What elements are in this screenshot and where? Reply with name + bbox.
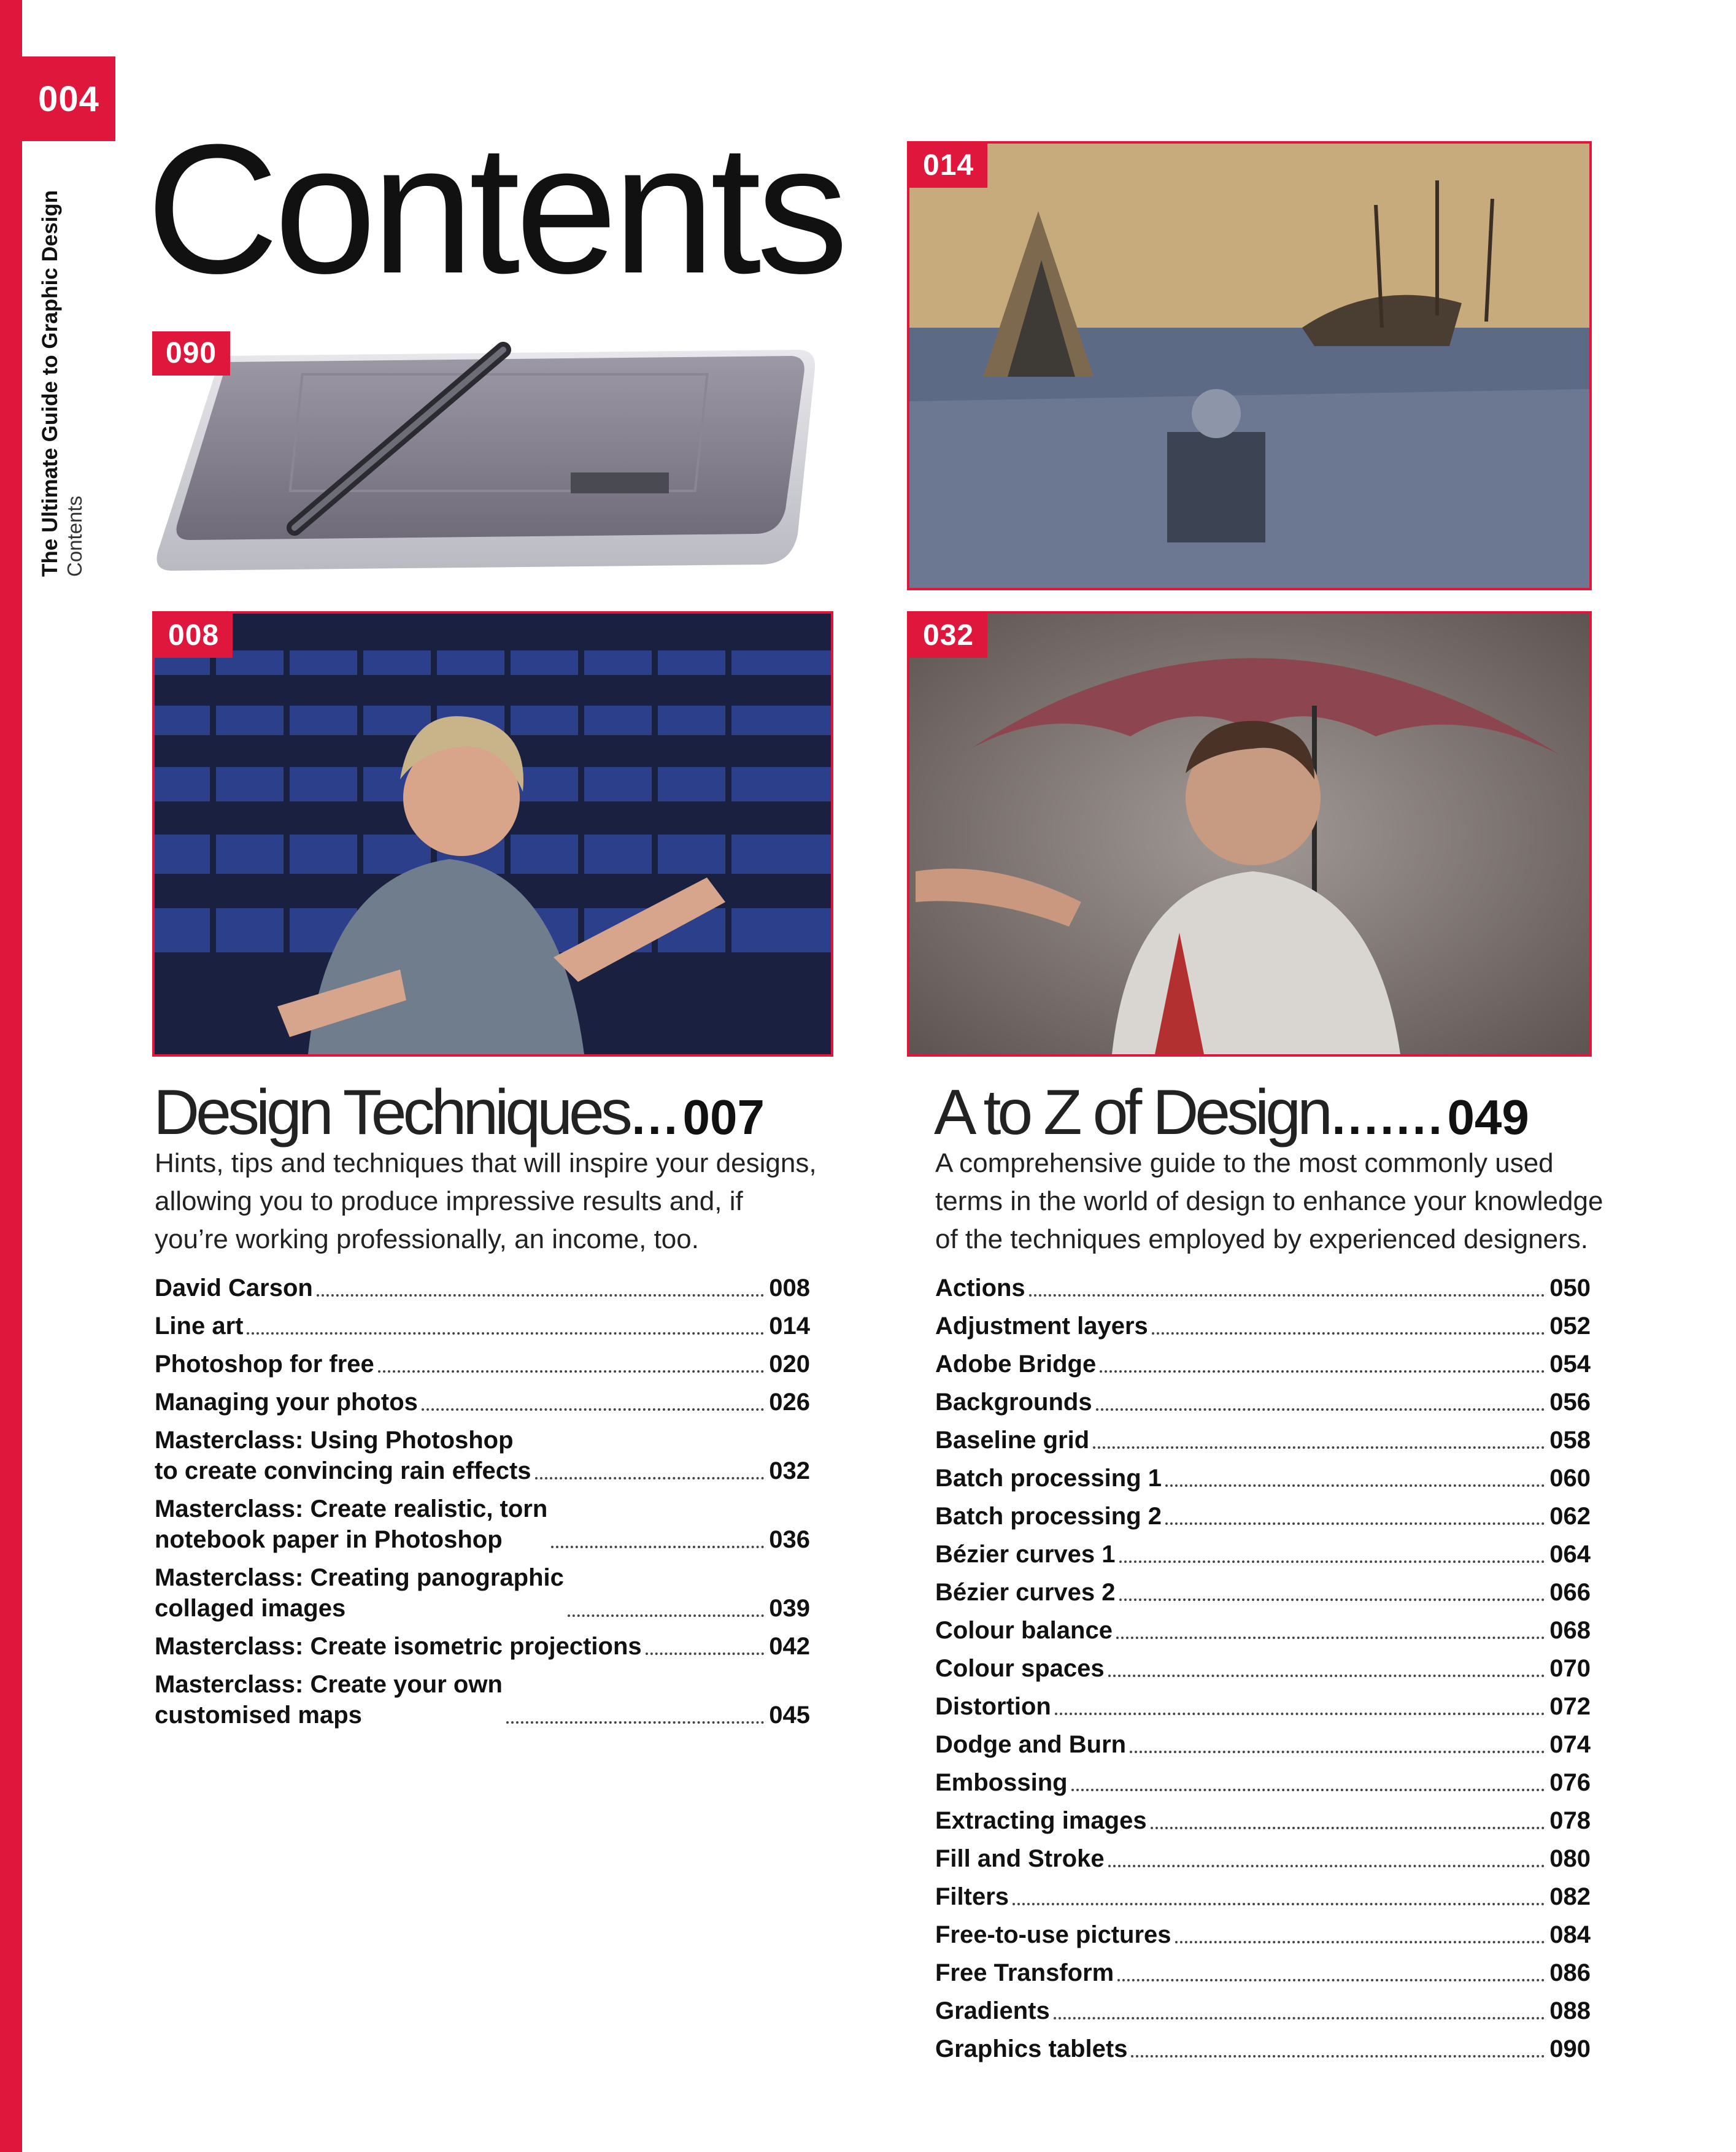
a-to-z-page: 049 bbox=[1447, 1090, 1529, 1144]
toc-entry bbox=[935, 1311, 1591, 1341]
toc-entry-label: Fill and Stroke bbox=[935, 1845, 1105, 1872]
auditorium-illustration bbox=[155, 614, 831, 1054]
david-carson-image bbox=[152, 611, 833, 1057]
image-tag-032: 032 bbox=[909, 614, 987, 658]
toc-entry-label: Gradients bbox=[935, 1997, 1050, 2024]
toc-entry-label: Colour balance bbox=[935, 1617, 1113, 1644]
toc-entry bbox=[935, 1539, 1591, 1570]
toc-entry-page: 072 bbox=[1549, 1693, 1591, 1720]
toc-entry-page: 084 bbox=[1549, 1921, 1591, 1948]
toc-entry-label: Masterclass: Create your own customised maps bbox=[155, 1671, 503, 1729]
toc-entry bbox=[935, 1843, 1591, 1874]
toc-entry-label: Distortion bbox=[935, 1693, 1051, 1720]
toc-entry bbox=[935, 1881, 1591, 1912]
toc-leader-dots bbox=[1131, 2055, 1545, 2058]
toc-entry-page: 086 bbox=[1549, 1959, 1591, 1986]
toc-entry bbox=[155, 1311, 810, 1341]
toc-entry-label: Bézier curves 1 bbox=[935, 1541, 1116, 1568]
toc-leader-dots bbox=[646, 1653, 765, 1655]
toc-entry-page: 068 bbox=[1549, 1617, 1591, 1644]
design-techniques-title: Design Techniques bbox=[153, 1077, 629, 1148]
toc-entry bbox=[935, 2034, 1591, 2064]
toc-leader-dots bbox=[1130, 1751, 1545, 1753]
toc-entry-page: 074 bbox=[1549, 1731, 1591, 1758]
toc-leader-dots bbox=[1055, 1713, 1545, 1715]
toc-leader-dots bbox=[1108, 1675, 1545, 1677]
page-title: Contents bbox=[146, 106, 844, 312]
toc-leader-dots bbox=[1165, 1484, 1545, 1487]
rain-umbrella-image bbox=[907, 611, 1592, 1057]
toc-leader-dots bbox=[551, 1546, 764, 1548]
toc-entry-page: 039 bbox=[769, 1595, 810, 1622]
toc-entry-page: 054 bbox=[1549, 1351, 1591, 1378]
image-tag-090: 090 bbox=[152, 331, 230, 376]
design-techniques-description: Hints, tips and techniques that will inspire your designs, allowing you to produce impressive results and, if you’re working professionally, an income, too. bbox=[155, 1148, 817, 1254]
toc-leader-dots bbox=[1152, 1332, 1545, 1335]
toc-entry bbox=[155, 1425, 810, 1486]
toc-leader-dots bbox=[378, 1370, 764, 1373]
toc-entry-page: 082 bbox=[1549, 1883, 1591, 1910]
toc-leader-dots bbox=[422, 1408, 764, 1411]
toc-entry-page: 036 bbox=[769, 1526, 810, 1553]
image-tag-014: 014 bbox=[909, 144, 987, 188]
toc-entry-page: 062 bbox=[1549, 1503, 1591, 1530]
tablet-image bbox=[147, 331, 835, 577]
page-number: 004 bbox=[22, 56, 115, 141]
toc-entry bbox=[935, 1653, 1591, 1684]
design-techniques-toc bbox=[155, 1273, 810, 1738]
toc-entry-page: 060 bbox=[1549, 1465, 1591, 1492]
toc-leader-dots bbox=[1119, 1560, 1545, 1563]
toc-leader-dots bbox=[317, 1294, 764, 1297]
toc-entry bbox=[155, 1631, 810, 1662]
toc-entry bbox=[935, 1919, 1591, 1950]
toc-entry-label: Free Transform bbox=[935, 1959, 1114, 1986]
toc-entry-label: Baseline grid bbox=[935, 1427, 1090, 1454]
collage-image bbox=[907, 141, 1592, 590]
toc-entry-page: 066 bbox=[1549, 1579, 1591, 1606]
toc-entry-label: Actions bbox=[935, 1275, 1025, 1302]
toc-entry-page: 088 bbox=[1549, 1997, 1591, 2024]
toc-entry-page: 076 bbox=[1549, 1769, 1591, 1796]
toc-entry-label: Photoshop for free bbox=[155, 1351, 374, 1378]
a-to-z-title: A to Z of Design bbox=[934, 1077, 1329, 1148]
toc-entry-page: 014 bbox=[769, 1313, 810, 1340]
toc-entry-label: Free-to-use pictures bbox=[935, 1921, 1171, 1948]
design-techniques-page: 007 bbox=[682, 1090, 765, 1144]
toc-leader-dots bbox=[1151, 1827, 1545, 1829]
toc-entry bbox=[935, 1577, 1591, 1608]
toc-entry bbox=[155, 1387, 810, 1417]
toc-leader-dots bbox=[1119, 1599, 1545, 1601]
umbrella-illustration bbox=[909, 614, 1589, 1054]
toc-entry-label: Masterclass: Create isometric projections bbox=[155, 1633, 642, 1660]
toc-entry bbox=[935, 1805, 1591, 1836]
toc-entry bbox=[155, 1494, 810, 1555]
toc-entry-label: Masterclass: Create realistic, torn notebook paper in Photoshop bbox=[155, 1495, 548, 1553]
collage-illustration bbox=[909, 144, 1589, 588]
toc-entry-label: Masterclass: Using Photoshop to create convincing rain effects bbox=[155, 1427, 531, 1484]
toc-entry-label: Managing your photos bbox=[155, 1389, 418, 1416]
toc-entry-label: Dodge and Burn bbox=[935, 1731, 1127, 1758]
toc-entry bbox=[155, 1562, 810, 1624]
toc-entry bbox=[155, 1273, 810, 1303]
toc-leader-dots bbox=[535, 1477, 765, 1479]
toc-entry bbox=[935, 1273, 1591, 1303]
toc-entry-label: Graphics tablets bbox=[935, 2035, 1128, 2062]
toc-leader-dots bbox=[1165, 1522, 1545, 1525]
toc-entry bbox=[155, 1349, 810, 1379]
toc-entry-page: 026 bbox=[769, 1389, 810, 1416]
design-techniques-leader: ... bbox=[631, 1090, 681, 1144]
toc-leader-dots bbox=[1029, 1294, 1545, 1297]
spine-section: Contents bbox=[63, 495, 86, 577]
toc-entry-page: 056 bbox=[1549, 1389, 1591, 1416]
toc-leader-dots bbox=[1013, 1903, 1545, 1905]
toc-entry-page: 032 bbox=[769, 1457, 810, 1484]
toc-entry-page: 058 bbox=[1549, 1427, 1591, 1454]
toc-entry bbox=[935, 1501, 1591, 1532]
toc-entry bbox=[935, 1767, 1591, 1798]
toc-entry-label: David Carson bbox=[155, 1275, 313, 1302]
toc-entry bbox=[935, 1729, 1591, 1760]
toc-entry-page: 052 bbox=[1549, 1313, 1591, 1340]
toc-entry-page: 090 bbox=[1549, 2035, 1591, 2062]
toc-entry bbox=[935, 1463, 1591, 1494]
spine-title: The Ultimate Guide to Graphic Design bbox=[38, 190, 62, 577]
toc-entry-page: 078 bbox=[1549, 1807, 1591, 1834]
toc-entry-label: Batch processing 1 bbox=[935, 1465, 1162, 1492]
toc-entry-page: 020 bbox=[769, 1351, 810, 1378]
toc-leader-dots bbox=[1108, 1865, 1545, 1867]
a-to-z-toc bbox=[935, 1273, 1591, 2072]
toc-entry-page: 080 bbox=[1549, 1845, 1591, 1872]
spine-text bbox=[37, 190, 86, 577]
toc-entry-label: Adobe Bridge bbox=[935, 1351, 1097, 1378]
toc-entry-label: Filters bbox=[935, 1883, 1009, 1910]
toc-entry-label: Masterclass: Creating panographic collaged images bbox=[155, 1564, 564, 1622]
toc-entry bbox=[935, 1615, 1591, 1646]
image-tag-008: 008 bbox=[155, 614, 233, 658]
toc-leader-dots bbox=[1054, 2017, 1545, 2019]
toc-entry-page: 070 bbox=[1549, 1655, 1591, 1682]
toc-entry-page: 045 bbox=[769, 1702, 810, 1729]
tablet-illustration bbox=[147, 331, 835, 577]
toc-leader-dots bbox=[568, 1614, 764, 1617]
toc-entry-label: Line art bbox=[155, 1313, 244, 1340]
toc-entry bbox=[155, 1669, 810, 1730]
toc-entry-label: Embossing bbox=[935, 1769, 1068, 1796]
toc-entry-page: 042 bbox=[769, 1633, 810, 1660]
accent-bar bbox=[0, 0, 22, 2152]
toc-entry-label: Adjustment layers bbox=[935, 1313, 1148, 1340]
toc-leader-dots bbox=[1175, 1941, 1545, 1943]
toc-entry bbox=[935, 1425, 1591, 1456]
toc-leader-dots bbox=[506, 1721, 764, 1724]
toc-leader-dots bbox=[1116, 1637, 1545, 1639]
toc-entry-label: Bézier curves 2 bbox=[935, 1579, 1116, 1606]
a-to-z-leader: ....... bbox=[1332, 1090, 1445, 1144]
a-to-z-description: A comprehensive guide to the most commonly used terms in the world of design to enhance your knowledge of the techniques employed by experienced designers. bbox=[935, 1148, 1603, 1254]
toc-entry bbox=[935, 1996, 1591, 2026]
toc-leader-dots bbox=[1096, 1408, 1545, 1411]
toc-entry bbox=[935, 1691, 1591, 1722]
toc-entry-label: Colour spaces bbox=[935, 1655, 1105, 1682]
toc-leader-dots bbox=[1093, 1446, 1545, 1449]
toc-entry bbox=[935, 1957, 1591, 1988]
toc-leader-dots bbox=[247, 1332, 764, 1335]
toc-entry-label: Extracting images bbox=[935, 1807, 1147, 1834]
toc-entry-page: 050 bbox=[1549, 1275, 1591, 1302]
toc-leader-dots bbox=[1071, 1789, 1545, 1791]
toc-leader-dots bbox=[1100, 1370, 1545, 1373]
toc-entry-label: Batch processing 2 bbox=[935, 1503, 1162, 1530]
toc-entry bbox=[935, 1387, 1591, 1417]
toc-entry bbox=[935, 1349, 1591, 1379]
toc-entry-label: Backgrounds bbox=[935, 1389, 1092, 1416]
toc-entry-page: 064 bbox=[1549, 1541, 1591, 1568]
toc-leader-dots bbox=[1117, 1979, 1545, 1981]
toc-entry-page: 008 bbox=[769, 1275, 810, 1302]
